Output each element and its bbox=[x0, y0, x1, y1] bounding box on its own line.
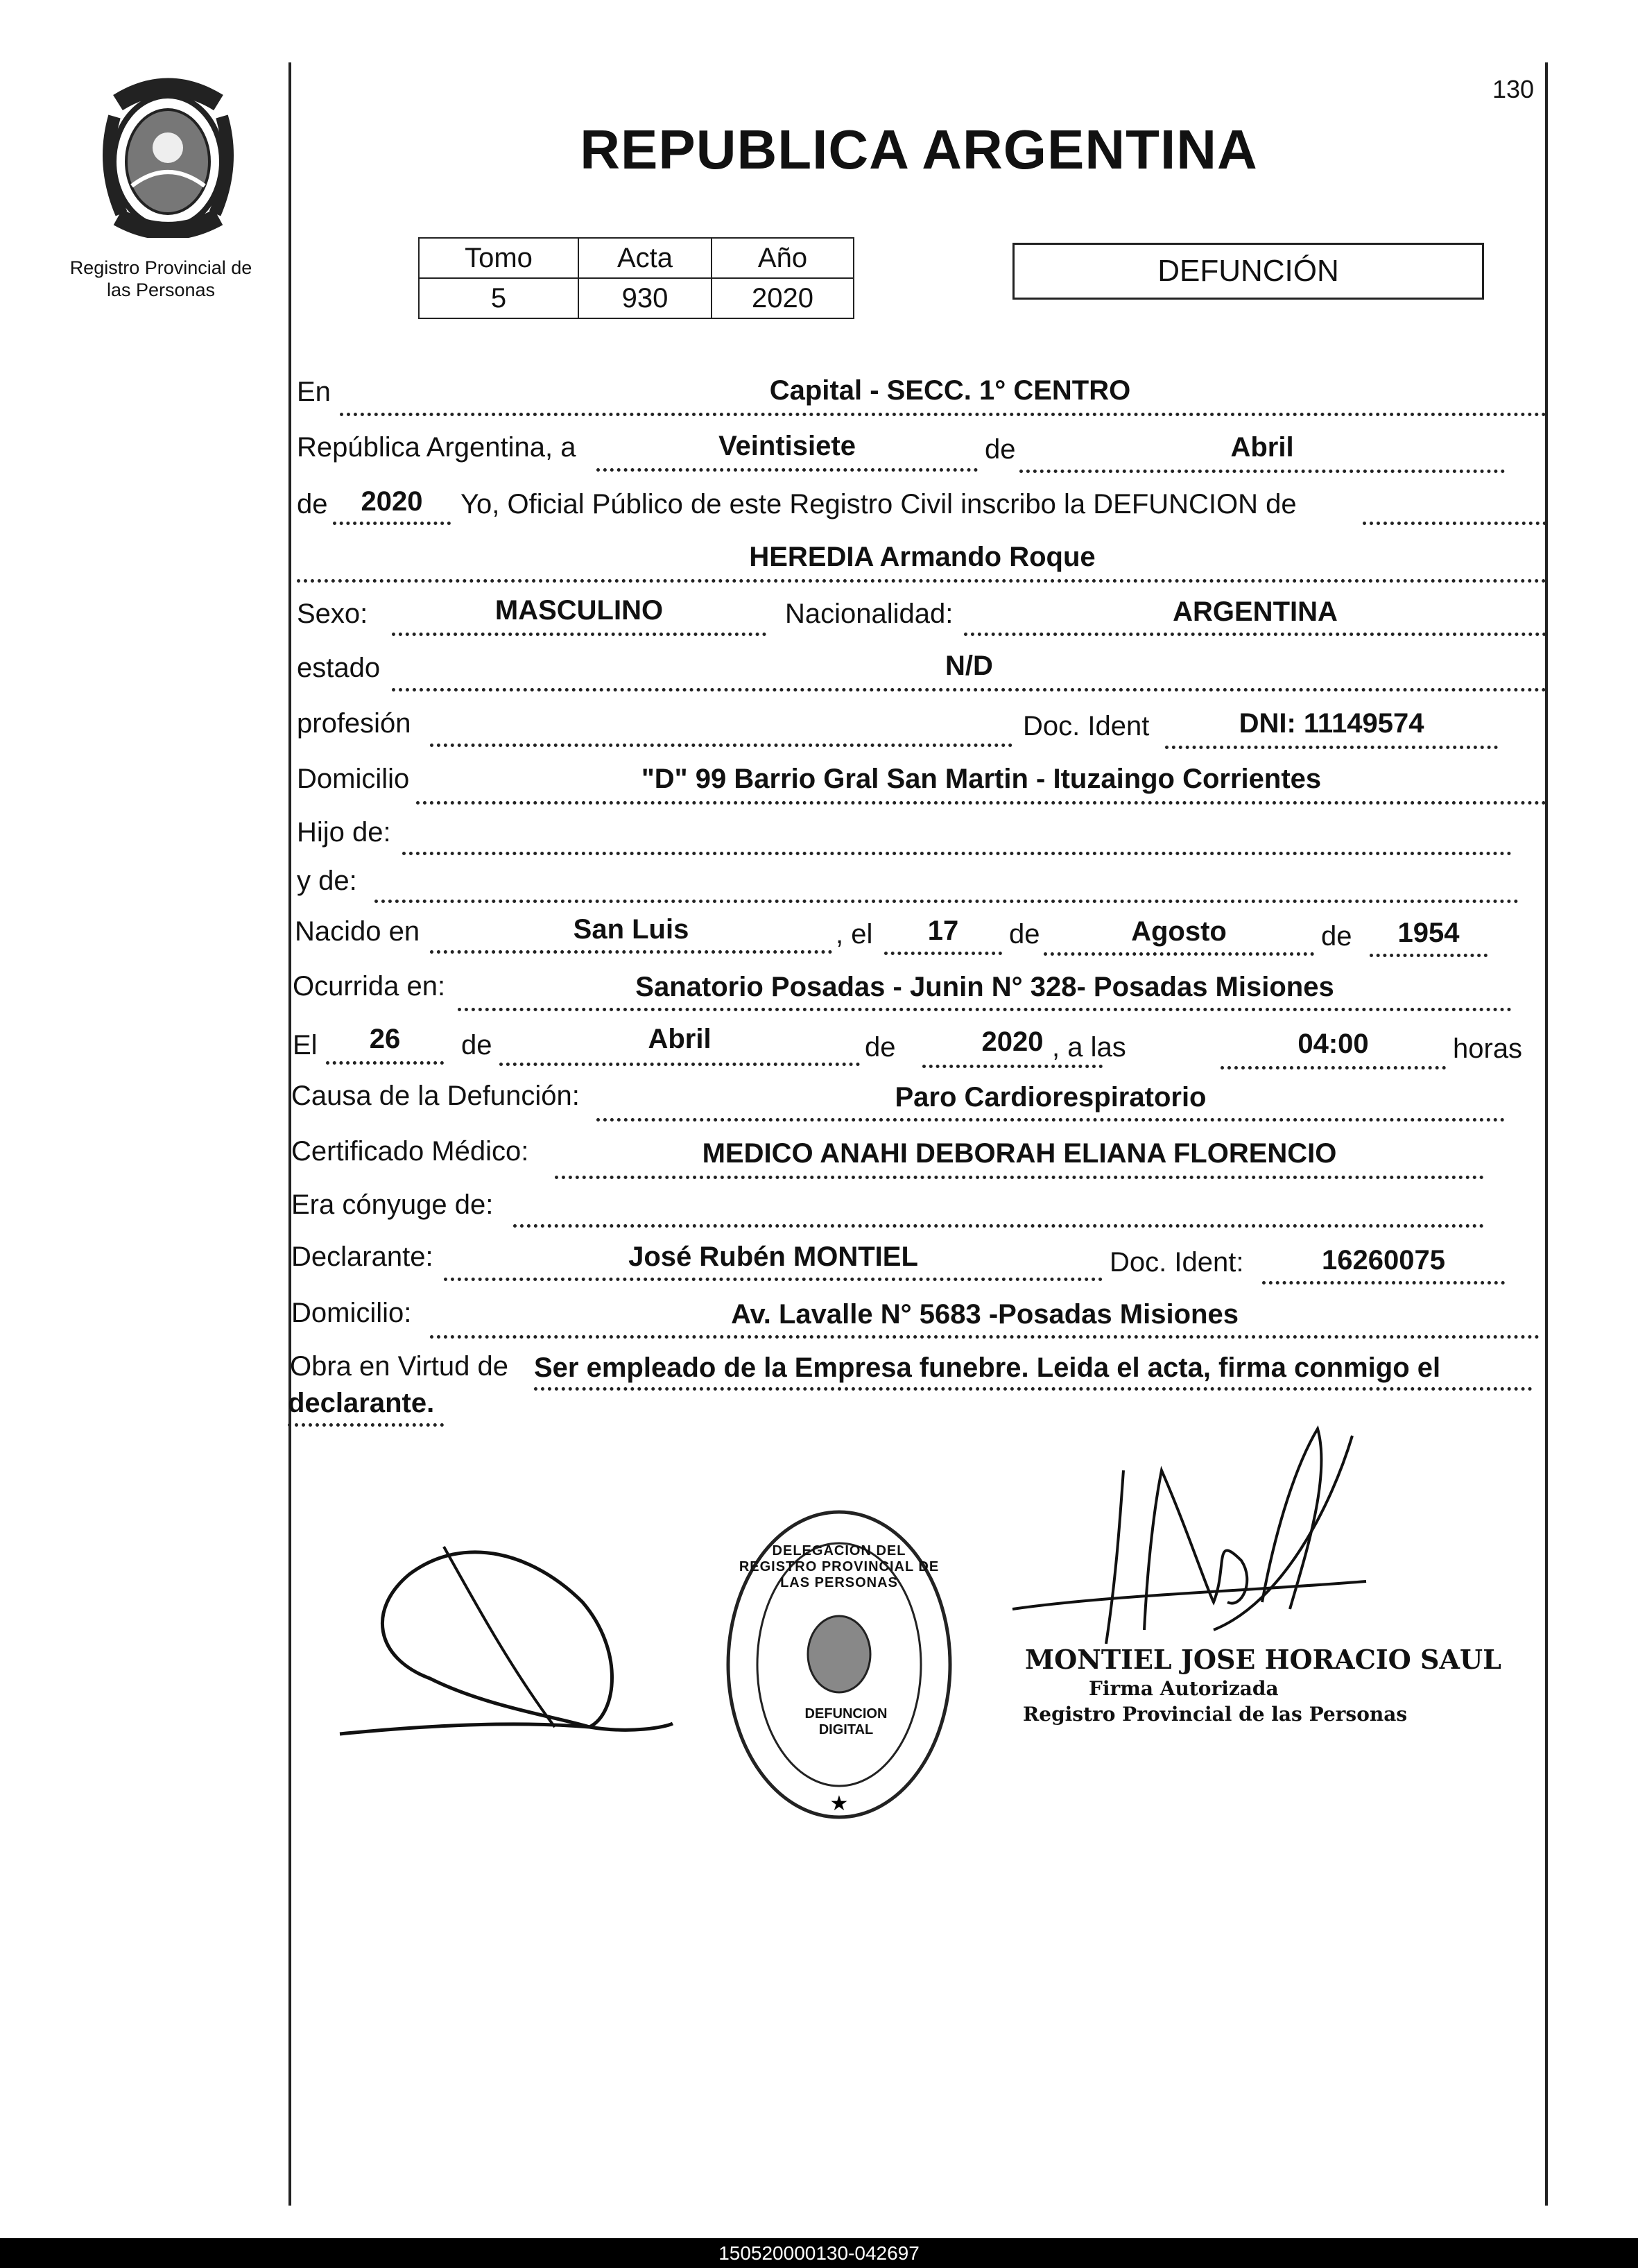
inscribo-text: Yo, Oficial Público de este Registro Civil inscribo la DEFUNCION de bbox=[460, 489, 1297, 519]
de-label: de bbox=[865, 1032, 896, 1063]
registry-line-2: las Personas bbox=[106, 280, 216, 300]
act-type-box bbox=[1012, 243, 1484, 300]
en-label: En bbox=[297, 377, 331, 407]
acta-header: Acta bbox=[578, 238, 712, 278]
right-margin-rule bbox=[1545, 62, 1548, 2206]
dotted-line bbox=[513, 1224, 1484, 1228]
document-title: REPUBLICA ARGENTINA bbox=[580, 119, 1258, 180]
dotted-line bbox=[430, 950, 832, 954]
dotted-line bbox=[922, 1065, 1103, 1068]
lugar-value: Capital - SECC. 1° CENTRO bbox=[769, 375, 1131, 406]
dotted-line bbox=[1221, 1066, 1446, 1069]
de-label: de bbox=[985, 434, 1016, 465]
obra-label: Obra en Virtud de bbox=[290, 1351, 509, 1382]
dotted-line bbox=[596, 468, 978, 472]
dotted-line bbox=[534, 1387, 1533, 1391]
year-value: 2020 bbox=[361, 486, 423, 517]
profesion-label: profesión bbox=[297, 708, 411, 739]
nacido-label: Nacido en bbox=[295, 916, 420, 947]
ano-header: Año bbox=[712, 238, 854, 278]
dotted-line bbox=[499, 1063, 860, 1066]
ano-value: 2020 bbox=[712, 278, 854, 318]
birth-month: Agosto bbox=[1131, 916, 1227, 947]
dotted-line bbox=[458, 1008, 1512, 1011]
de-label: de bbox=[1321, 921, 1352, 952]
dotted-line bbox=[430, 1335, 1540, 1339]
official-role-stamp: Firma Autorizada bbox=[1089, 1677, 1279, 1700]
sexo-value: MASCULINO bbox=[494, 595, 664, 626]
day-value: Veintisiete bbox=[718, 431, 856, 461]
seal-outer-text: DELEGACION DEL REGISTRO PROVINCIAL DE LAS PERSONAS bbox=[739, 1543, 940, 1590]
dotted-line bbox=[555, 1176, 1484, 1179]
de-label: de bbox=[1009, 919, 1040, 950]
declarante-doc-value: 16260075 bbox=[1322, 1245, 1445, 1275]
deceased-name: HEREDIA Armando Roque bbox=[749, 542, 1096, 572]
act-type: DEFUNCIÓN bbox=[1157, 254, 1339, 288]
dotted-line bbox=[1044, 952, 1314, 956]
dotted-line bbox=[430, 744, 1012, 747]
causa-value: Paro Cardiorespiratorio bbox=[895, 1082, 1207, 1112]
dotted-line bbox=[1262, 1281, 1505, 1285]
registry-name bbox=[43, 257, 279, 301]
barcode-footer: 150520000130-042697 bbox=[0, 2238, 1638, 2268]
month-value: Abril bbox=[1230, 432, 1294, 463]
acta-value: 930 bbox=[578, 278, 712, 318]
estado-label: estado bbox=[297, 653, 381, 683]
death-day: 26 bbox=[369, 1024, 401, 1054]
dotted-line bbox=[444, 1278, 1103, 1281]
birth-year: 1954 bbox=[1397, 918, 1460, 948]
death-year: 2020 bbox=[981, 1026, 1044, 1057]
domicilio-label: Domicilio bbox=[297, 764, 410, 794]
certificado-value: MEDICO ANAHI DEBORAH ELIANA FLORENCIO bbox=[702, 1138, 1337, 1169]
dotted-line bbox=[402, 852, 1512, 855]
doc-ident-label: Doc. Ident bbox=[1023, 711, 1150, 741]
dotted-line bbox=[392, 688, 1546, 691]
domicilio-label: Domicilio: bbox=[291, 1298, 412, 1328]
nacionalidad-value: ARGENTINA bbox=[1173, 596, 1338, 627]
left-margin-rule bbox=[288, 62, 291, 2206]
domicilio-value: "D" 99 Barrio Gral San Martin - Ituzaingo Corrientes bbox=[641, 764, 1322, 794]
registry-table bbox=[418, 237, 854, 319]
dotted-line bbox=[340, 413, 1546, 416]
death-month: Abril bbox=[648, 1024, 712, 1054]
el-label: El bbox=[293, 1030, 318, 1060]
de-label: de bbox=[461, 1030, 492, 1060]
nacido-value: San Luis bbox=[573, 914, 689, 945]
death-time: 04:00 bbox=[1298, 1029, 1369, 1059]
svg-text:★: ★ bbox=[829, 1792, 849, 1816]
a-las-label: , a las bbox=[1052, 1032, 1126, 1063]
dotted-line bbox=[884, 952, 1002, 955]
estado-value: N/D bbox=[945, 651, 993, 681]
tomo-header: Tomo bbox=[419, 238, 578, 278]
dotted-line bbox=[416, 801, 1546, 805]
dotted-line bbox=[392, 633, 766, 636]
certificado-label: Certificado Médico: bbox=[291, 1136, 529, 1167]
dotted-line bbox=[964, 633, 1546, 636]
hijo-label: Hijo de: bbox=[297, 817, 391, 848]
dotted-line bbox=[374, 900, 1519, 903]
dotted-line bbox=[1363, 522, 1546, 525]
conyuge-label: Era cónyuge de: bbox=[291, 1189, 494, 1220]
page-number: 130 bbox=[1492, 75, 1535, 103]
seal-inner-text: DEFUNCION DIGITAL bbox=[804, 1706, 888, 1737]
sexo-label: Sexo: bbox=[297, 599, 368, 629]
obra-value-line2: declarante. bbox=[288, 1388, 435, 1418]
causa-label: Causa de la Defunción: bbox=[291, 1081, 580, 1111]
horas-label: horas bbox=[1453, 1033, 1523, 1064]
dotted-line bbox=[1370, 954, 1488, 957]
nacionalidad-label: Nacionalidad: bbox=[785, 599, 954, 629]
dotted-line bbox=[297, 579, 1546, 583]
ocurrida-label: Ocurrida en: bbox=[293, 971, 446, 1002]
de-label: de bbox=[297, 489, 328, 519]
dotted-line bbox=[333, 522, 451, 525]
obra-value-line1: Ser empleado de la Empresa funebre. Leida el acta, firma conmigo el bbox=[534, 1352, 1441, 1383]
declarante-value: José Rubén MONTIEL bbox=[628, 1242, 918, 1272]
y-de-label: y de: bbox=[297, 866, 357, 896]
dotted-line bbox=[326, 1061, 444, 1065]
ocurrida-value: Sanatorio Posadas - Junin N° 328- Posadas Misiones bbox=[635, 972, 1334, 1002]
declarante-label: Declarante: bbox=[291, 1242, 433, 1272]
registry-line-1: Registro Provincial de bbox=[69, 257, 252, 278]
dotted-line bbox=[288, 1423, 444, 1427]
republica-label: República Argentina, a bbox=[297, 432, 576, 463]
official-office-stamp: Registro Provincial de las Personas bbox=[1023, 1703, 1408, 1726]
el-label: , el bbox=[836, 919, 873, 950]
dotted-line bbox=[596, 1118, 1505, 1122]
declarant-signature bbox=[326, 1519, 687, 1755]
province-crest-logo bbox=[94, 75, 243, 238]
doc-ident-label: Doc. Ident: bbox=[1110, 1247, 1244, 1278]
dotted-line bbox=[1165, 746, 1498, 749]
dotted-line bbox=[1019, 470, 1505, 473]
tomo-value: 5 bbox=[419, 278, 578, 318]
official-signature bbox=[1006, 1422, 1380, 1651]
official-name-stamp: MONTIEL JOSE HORACIO SAUL bbox=[1025, 1644, 1501, 1675]
birth-day: 17 bbox=[927, 916, 959, 946]
doc-ident-value: DNI: 11149574 bbox=[1239, 708, 1424, 739]
domicilio-declarante-value: Av. Lavalle N° 5683 -Posadas Misiones bbox=[731, 1299, 1239, 1330]
